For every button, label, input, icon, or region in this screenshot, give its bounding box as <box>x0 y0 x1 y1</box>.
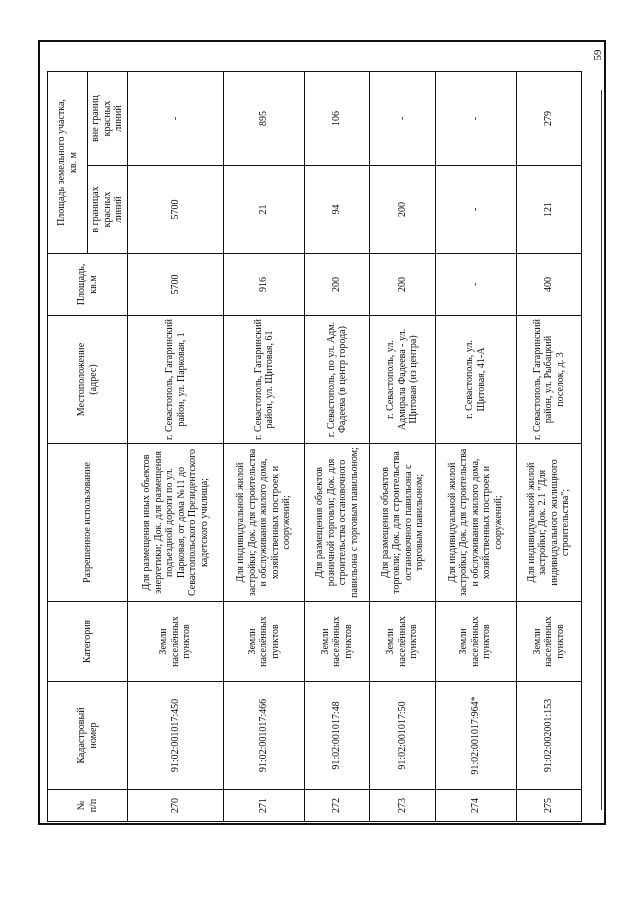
cell-permitted-use: Для индивидуальной жилой застройки; Док. 2.1 "Для индивидуального жилищного строительства"; <box>516 444 581 602</box>
land-plots-table <box>47 71 582 822</box>
header-number: № п/п <box>48 790 128 822</box>
cell-number: 270 <box>128 790 224 822</box>
cell-category: Земли населённых пунктов <box>516 602 581 682</box>
header-area: Площадь, кв.м <box>48 254 128 316</box>
cell-within: 21 <box>224 166 305 254</box>
header-permitted-use: Разрешенное использование <box>48 444 128 602</box>
header-plot-area: Площадь земельного участка, кв. м <box>48 72 88 254</box>
cell-number: 273 <box>370 790 435 822</box>
table-row <box>128 72 224 822</box>
cell-number: 274 <box>435 790 516 822</box>
cell-area: 200 <box>304 254 369 316</box>
cell-location: г. Севастополь, Гагаринский район, ул. Щитовая, 61 <box>224 316 305 444</box>
cell-location: г. Севастополь, ул. Адмирала Фадеева - ул. Щитовая (из центра) <box>370 316 435 444</box>
cell-within: 94 <box>304 166 369 254</box>
table-row <box>370 72 435 822</box>
cell-location: г. Севастополь, ул. Щитовая, 41-А <box>435 316 516 444</box>
page-rule <box>601 90 602 810</box>
cell-category: Земли населённых пунктов <box>128 602 224 682</box>
cell-number: 275 <box>516 790 581 822</box>
cell-outside: - <box>128 72 224 166</box>
cell-permitted-use: Для размещения объектов торговли; Док. для строительства остановочного павильона с торговым павильоном; <box>370 444 435 602</box>
cell-category: Земли населённых пунктов <box>435 602 516 682</box>
cell-outside: 106 <box>304 72 369 166</box>
cell-area: - <box>435 254 516 316</box>
header-category: Категория <box>48 602 128 682</box>
page-number: 59 <box>592 49 604 61</box>
cell-category: Земли населённых пунктов <box>304 602 369 682</box>
cell-cadastral: 91:02:001017:450 <box>128 682 224 790</box>
cell-area: 916 <box>224 254 305 316</box>
cell-area: 5700 <box>128 254 224 316</box>
header-within-red-lines: в границах красных линий <box>88 166 128 254</box>
cell-outside: - <box>435 72 516 166</box>
cell-cadastral: 91:02:001017:964* <box>435 682 516 790</box>
cell-number: 272 <box>304 790 369 822</box>
cell-outside: 895 <box>224 72 305 166</box>
cell-location: г. Севастополь, по ул. Адм. Фадеева (в центр города) <box>304 316 369 444</box>
table-row <box>516 72 581 822</box>
cell-permitted-use: Для размещения иных объектов энергетики; Док. для размещения подъездной дороги по ул. Парковая, от дома №11 до Севастопольского Президентского кадетского училища; <box>128 444 224 602</box>
cell-cadastral: 91:02:002001:153 <box>516 682 581 790</box>
cell-within: 5700 <box>128 166 224 254</box>
header-cadastral: Кадастровый номер <box>48 682 128 790</box>
cell-area: 400 <box>516 254 581 316</box>
cell-location: г. Севастополь, Гагаринский район, ул. Парковая, 1 <box>128 316 224 444</box>
header-outside-red-lines: вне границ красных линий <box>88 72 128 166</box>
cell-cadastral: 91:02:001017:48 <box>304 682 369 790</box>
cell-area: 200 <box>370 254 435 316</box>
table-row <box>435 72 516 822</box>
cell-outside: 279 <box>516 72 581 166</box>
table-row <box>224 72 305 822</box>
cell-within: 200 <box>370 166 435 254</box>
cell-permitted-use: Для размещения объектов розничной торговли; Док. для строительства остановочного павильона с торговым павильоном; <box>304 444 369 602</box>
table-row <box>304 72 369 822</box>
cell-permitted-use: Для индивидуальной жилой застройки; Док. для строительства и обслуживания жилого дома, хозяйственных построек и сооружений; <box>224 444 305 602</box>
cell-cadastral: 91:02:001017:50 <box>370 682 435 790</box>
cell-outside: - <box>370 72 435 166</box>
header-location: Местоположение (адрес) <box>48 316 128 444</box>
cell-number: 271 <box>224 790 305 822</box>
cell-cadastral: 91:02:001017:466 <box>224 682 305 790</box>
rotated-table-container <box>47 72 582 822</box>
cell-permitted-use: Для индивидуальной жилой застройки; Док. для строительства и обслуживания жилого дома, хозяйственных построек и сооружений; <box>435 444 516 602</box>
cell-within: - <box>435 166 516 254</box>
cell-location: г. Севастополь, Гагаринский район, ул. Рыбацкий поселок, д. 3 <box>516 316 581 444</box>
cell-within: 121 <box>516 166 581 254</box>
cell-category: Земли населённых пунктов <box>224 602 305 682</box>
cell-category: Земли населённых пунктов <box>370 602 435 682</box>
